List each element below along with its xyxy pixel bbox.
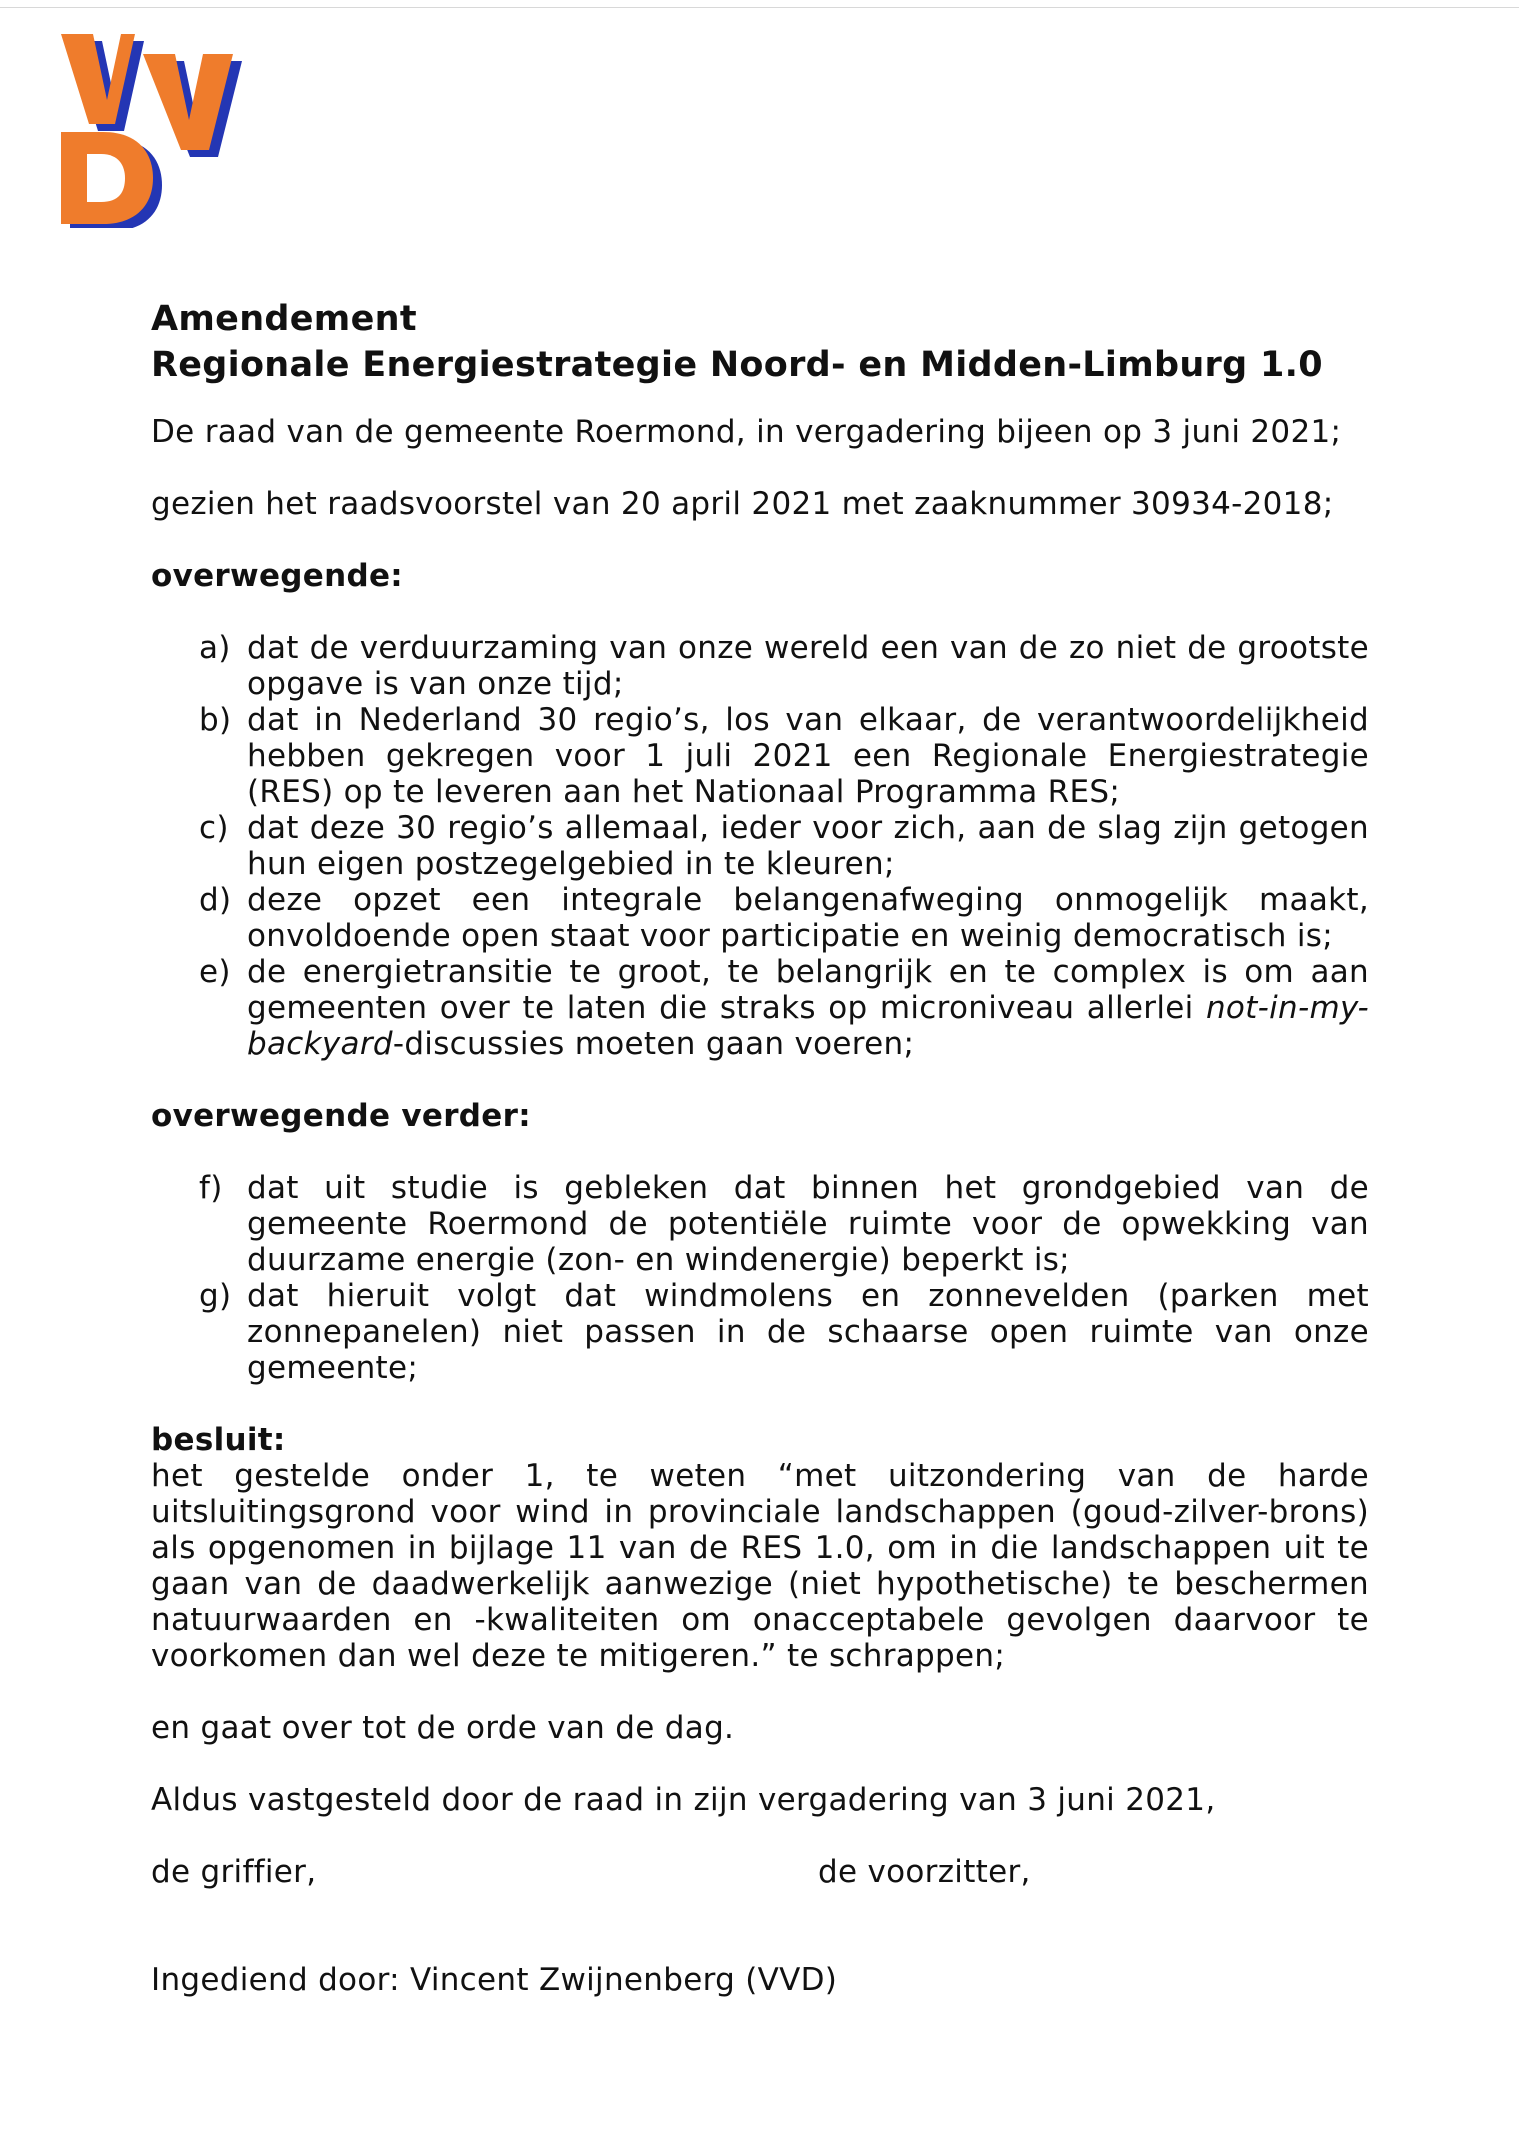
document-title-line2: Regionale Energiestrategie Noord- en Midden-Limburg 1.0 [151, 345, 1323, 385]
list-item-label: d) [199, 882, 232, 918]
list-item [199, 954, 1369, 1062]
list-item-text: dat in Nederland 30 regio’s, los van elkaar, de verantwoordelijkheid hebben gekregen voor 1 juli 2021 een Regionale Energiestrategie (RES) op te leveren aan het Nationaal Programma RES; [247, 702, 1369, 810]
intro-line-raadsvoorstel: gezien het raadsvoorstel van 20 april 2021 met zaaknummer 30934-2018; [151, 486, 1334, 522]
list-item-label: b) [199, 702, 232, 738]
list-item-label: e) [199, 954, 231, 990]
list-item [199, 810, 1369, 882]
besluit-text: het gestelde onder 1, te weten “met uitzondering van de harde uitsluitingsgrond voor wind in provinciale landschappen (goud-zilver-brons) als opgenomen in bijlage 11 van de RES 1.0, om in die landschappen uit te gaan van de daadwerkelijk aanwezige (niet hypothetische) te beschermen natuurwaarden en -kwaliteiten om onacceptabele gevolgen daarvoor te voorkomen dan wel deze te mitigeren.” te schrappen; [151, 1458, 1369, 1674]
list-item [199, 630, 1369, 702]
list-item-text: de energietransitie te groot, te belangrijk en te complex is om aan gemeenten over te laten die straks op microniveau allerlei [247, 954, 1369, 1026]
list-item-text: dat uit studie is gebleken dat binnen het grondgebied van de gemeente Roermond de potentiële ruimte voor de opwekking van duurzame energie (zon- en windenergie) beperkt is; [247, 1170, 1369, 1278]
closing-vastgesteld: Aldus vastgesteld door de raad in zijn vergadering van 3 juni 2021, [151, 1782, 1216, 1818]
list-item [199, 1170, 1369, 1278]
closing-orde-van-de-dag: en gaat over tot de orde van de dag. [151, 1710, 735, 1746]
overwegende-verder-list [199, 1170, 1369, 1386]
heading-overwegende-verder: overwegende verder: [151, 1098, 531, 1134]
vvd-logo [53, 28, 253, 228]
document-title-line1: Amendement [151, 299, 417, 339]
list-item-label: f) [199, 1170, 223, 1206]
overwegende-list [199, 630, 1369, 1062]
heading-overwegende: overwegende: [151, 558, 403, 594]
intro-line-raad: De raad van de gemeente Roermond, in vergadering bijeen op 3 juni 2021; [151, 414, 1342, 450]
heading-besluit: besluit: [151, 1422, 286, 1458]
list-item-label: c) [199, 810, 229, 846]
list-item-text: deze opzet een integrale belangenafweging onmogelijk maakt, onvoldoende open staat voor participatie en weinig democratisch is; [247, 882, 1369, 954]
list-item-italic-text: not-in-my-backyard [247, 990, 1369, 1062]
list-item-label: g) [199, 1278, 232, 1314]
list-item-text: dat de verduurzaming van onze wereld een van de zo niet de grootste opgave is van onze tijd; [247, 630, 1369, 702]
list-item-label: a) [199, 630, 231, 666]
list-item [199, 1278, 1369, 1386]
list-item [199, 882, 1369, 954]
list-item-text: dat hieruit volgt dat windmolens en zonnevelden (parken met zonnepanelen) niet passen in de schaarse open ruimte van onze gemeente; [247, 1278, 1369, 1386]
list-item-text: -discussies moeten gaan voeren; [392, 1026, 915, 1062]
signature-griffier: de griffier, [151, 1854, 317, 1890]
submitted-by: Ingediend door: Vincent Zwijnenberg (VVD) [151, 1962, 838, 1998]
signature-voorzitter: de voorzitter, [818, 1854, 1031, 1890]
signature-row [151, 1854, 1369, 1890]
list-item [199, 702, 1369, 810]
top-divider [0, 7, 1519, 8]
list-item-text: dat deze 30 regio’s allemaal, ieder voor zich, aan de slag zijn getogen hun eigen postzegelgebied in te kleuren; [247, 810, 1369, 882]
document-body [151, 296, 1369, 1998]
